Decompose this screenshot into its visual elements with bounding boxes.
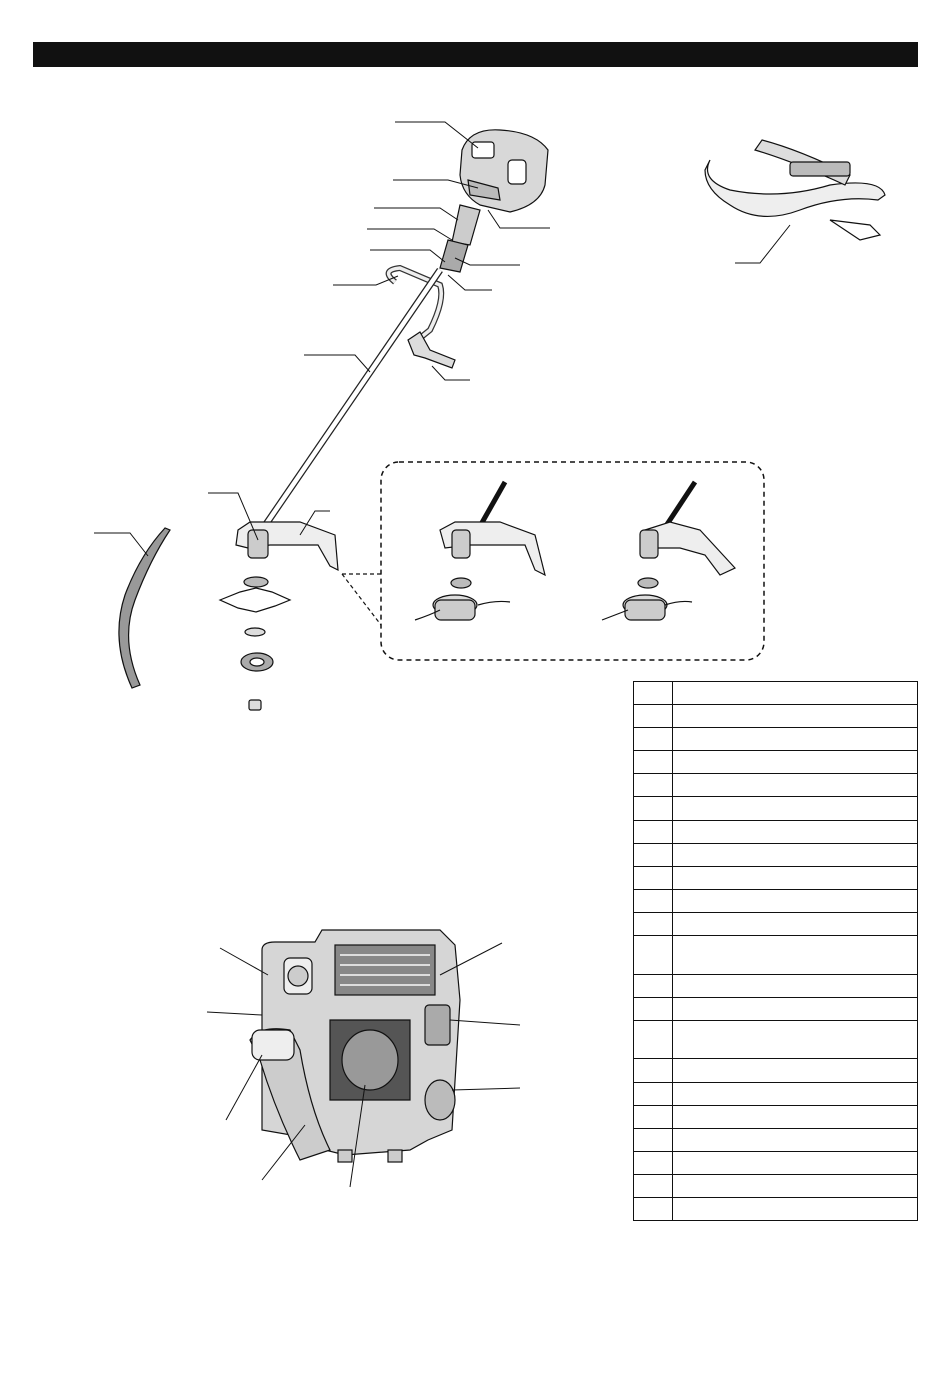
table-row: [634, 866, 918, 889]
part-number-cell: [634, 797, 673, 820]
part-number-cell: [634, 1105, 673, 1128]
part-number-cell: [634, 936, 673, 975]
part-name-cell: [673, 1151, 918, 1174]
part-number-cell: [634, 912, 673, 935]
part-name-cell: [673, 974, 918, 997]
table-row: [634, 682, 918, 705]
table-row: [634, 1020, 918, 1059]
part-name-cell: [673, 843, 918, 866]
table-row: [634, 912, 918, 935]
table-row: [634, 936, 918, 975]
shoulder-strap-drawing: [705, 140, 885, 263]
table-row: [634, 843, 918, 866]
part-number-cell: [634, 682, 673, 705]
part-number-cell: [634, 974, 673, 997]
part-number-cell: [634, 1020, 673, 1059]
part-name-cell: [673, 774, 918, 797]
part-number-cell: [634, 843, 673, 866]
table-row: [634, 1197, 918, 1220]
part-name-cell: [673, 889, 918, 912]
table-row: [634, 1082, 918, 1105]
part-number-cell: [634, 1151, 673, 1174]
part-number-cell: [634, 728, 673, 751]
table-row: [634, 728, 918, 751]
part-name-cell: [673, 797, 918, 820]
part-name-cell: [673, 1197, 918, 1220]
part-name-cell: [673, 997, 918, 1020]
part-number-cell: [634, 1059, 673, 1082]
part-name-cell: [673, 751, 918, 774]
table-row: [634, 705, 918, 728]
part-name-cell: [673, 1059, 918, 1082]
parts-table: [633, 681, 918, 1221]
part-number-cell: [634, 751, 673, 774]
part-name-cell: [673, 820, 918, 843]
gear-head-drawing: [248, 530, 268, 558]
table-row: [634, 997, 918, 1020]
part-name-cell: [673, 705, 918, 728]
table-row: [634, 1059, 918, 1082]
table-row: [634, 1105, 918, 1128]
part-number-cell: [634, 1128, 673, 1151]
part-number-cell: [634, 997, 673, 1020]
part-number-cell: [634, 705, 673, 728]
throttle-handle-drawing: [440, 205, 480, 272]
table-row: [634, 774, 918, 797]
part-name-cell: [673, 1174, 918, 1197]
table-row: [634, 1151, 918, 1174]
cutting-head-inset: [342, 462, 764, 660]
part-number-cell: [634, 1197, 673, 1220]
part-name-cell: [673, 728, 918, 751]
part-name-cell: [673, 1020, 918, 1059]
part-name-cell: [673, 682, 918, 705]
table-row: [634, 820, 918, 843]
part-name-cell: [673, 1105, 918, 1128]
part-number-cell: [634, 1082, 673, 1105]
part-number-cell: [634, 866, 673, 889]
part-number-cell: [634, 889, 673, 912]
table-row: [634, 751, 918, 774]
part-name-cell: [673, 1082, 918, 1105]
part-number-cell: [634, 774, 673, 797]
engine-closeup-drawing: [207, 930, 520, 1187]
part-name-cell: [673, 912, 918, 935]
table-row: [634, 974, 918, 997]
part-name-cell: [673, 1128, 918, 1151]
table-row: [634, 1128, 918, 1151]
part-number-cell: [634, 820, 673, 843]
barrier-bar-drawing: [408, 332, 455, 368]
part-name-cell: [673, 936, 918, 975]
table-row: [634, 1174, 918, 1197]
part-name-cell: [673, 866, 918, 889]
engine-head-drawing: [460, 130, 548, 212]
blade-parts-drawing: [220, 577, 290, 710]
part-number-cell: [634, 1174, 673, 1197]
table-row: [634, 797, 918, 820]
table-row: [634, 889, 918, 912]
